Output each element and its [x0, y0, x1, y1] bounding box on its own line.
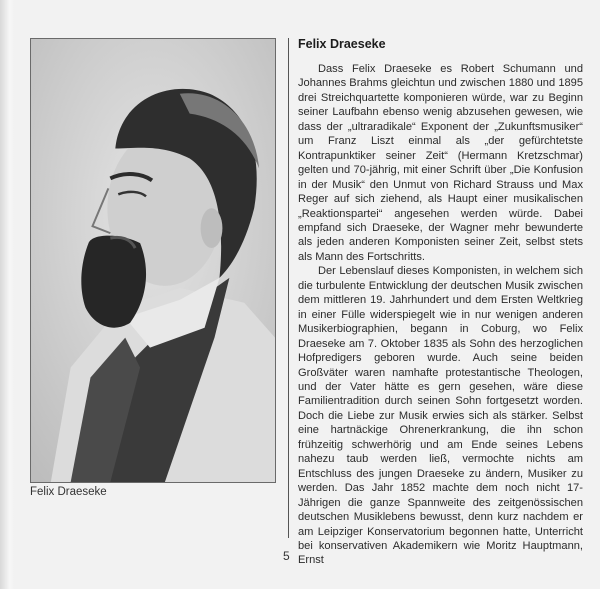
article-title: Felix Draeseke: [298, 37, 386, 51]
photo-caption: Felix Draeseke: [30, 486, 107, 498]
article-paragraph: Der Lebenslauf dieses Komponisten, in welchem sich die turbulente Entwicklung der deutschen Musik zwischen dem mittleren 19. Jahrhundert und dem Ersten Weltkrieg in einer Fülle widerspiegelt wie in nur wenigen anderen Musikerbiographien, begann in Coburg, wo Felix Draeseke am 7. Oktober 1835 als Sohn des herzoglichen Hofpredigers geboren wurde. Auch seine beiden Großväter waren namhafte protestantische Theologen, und der Vater hätte es gern gesehen, wäre diese Familientradition durch seinen Sohn fortgesetzt worden. Doch die Liebe zur Musik erwies sich als stärker. Selbst eine hartnäckige Ohrenerkrankung, die ihn schon frühzeitig schwerhörig und am Ende seines Lebens nahezu taub werden ließ, vermochte nichts am Entschluss des jungen Draeseke zu ändern, Musiker zu werden. Das Jahr 1852 machte dem noch nicht 17-Jährigen die ganze Spannweite des zeitgenössischen deutschen Musiklebens bewusst, denn kurz nachdem er am Leipziger Konservatorium begonnen hatte, Unterricht bei konservativen Akademikern wie Moritz Hauptmann, Ernst: [298, 265, 583, 567]
portrait-illustration: [31, 39, 275, 482]
portrait-photo: [30, 38, 276, 483]
column-divider: [288, 38, 289, 538]
article-paragraph: Dass Felix Draeseke es Robert Schumann und Johannes Brahms gleichtun und zwischen 1880 und 1895 drei Streichquartette komponieren würde, war zu Beginn seiner Laufbahn ebenso wenig abzusehen gewesen, wie dass der „ultraradikale“ Exponent der „Zukunftsmusiker“ um Franz Liszt einmal als „der gefürchtetste Kontrapunktiker seiner Zeit“ (Hermann Kretzschmar) gelten und 70-jährig, mit einer Schrift über „Die Konfusion in der Musik“ den Unmut von Richard Strauss und Max Reger auf sich ziehend, als Haupt einer musikalischen „Reaktionspartei“ angesehen werden würde. Dabei empfand sich Draeseke, der Wagner mehr bewunderte als jeden anderen Komponisten seiner Zeit, selbst stets als Mann des Fortschritts.: [298, 63, 583, 263]
article: [298, 37, 583, 568]
page-number: 5: [283, 549, 290, 563]
page-gutter-shadow: [0, 0, 14, 589]
